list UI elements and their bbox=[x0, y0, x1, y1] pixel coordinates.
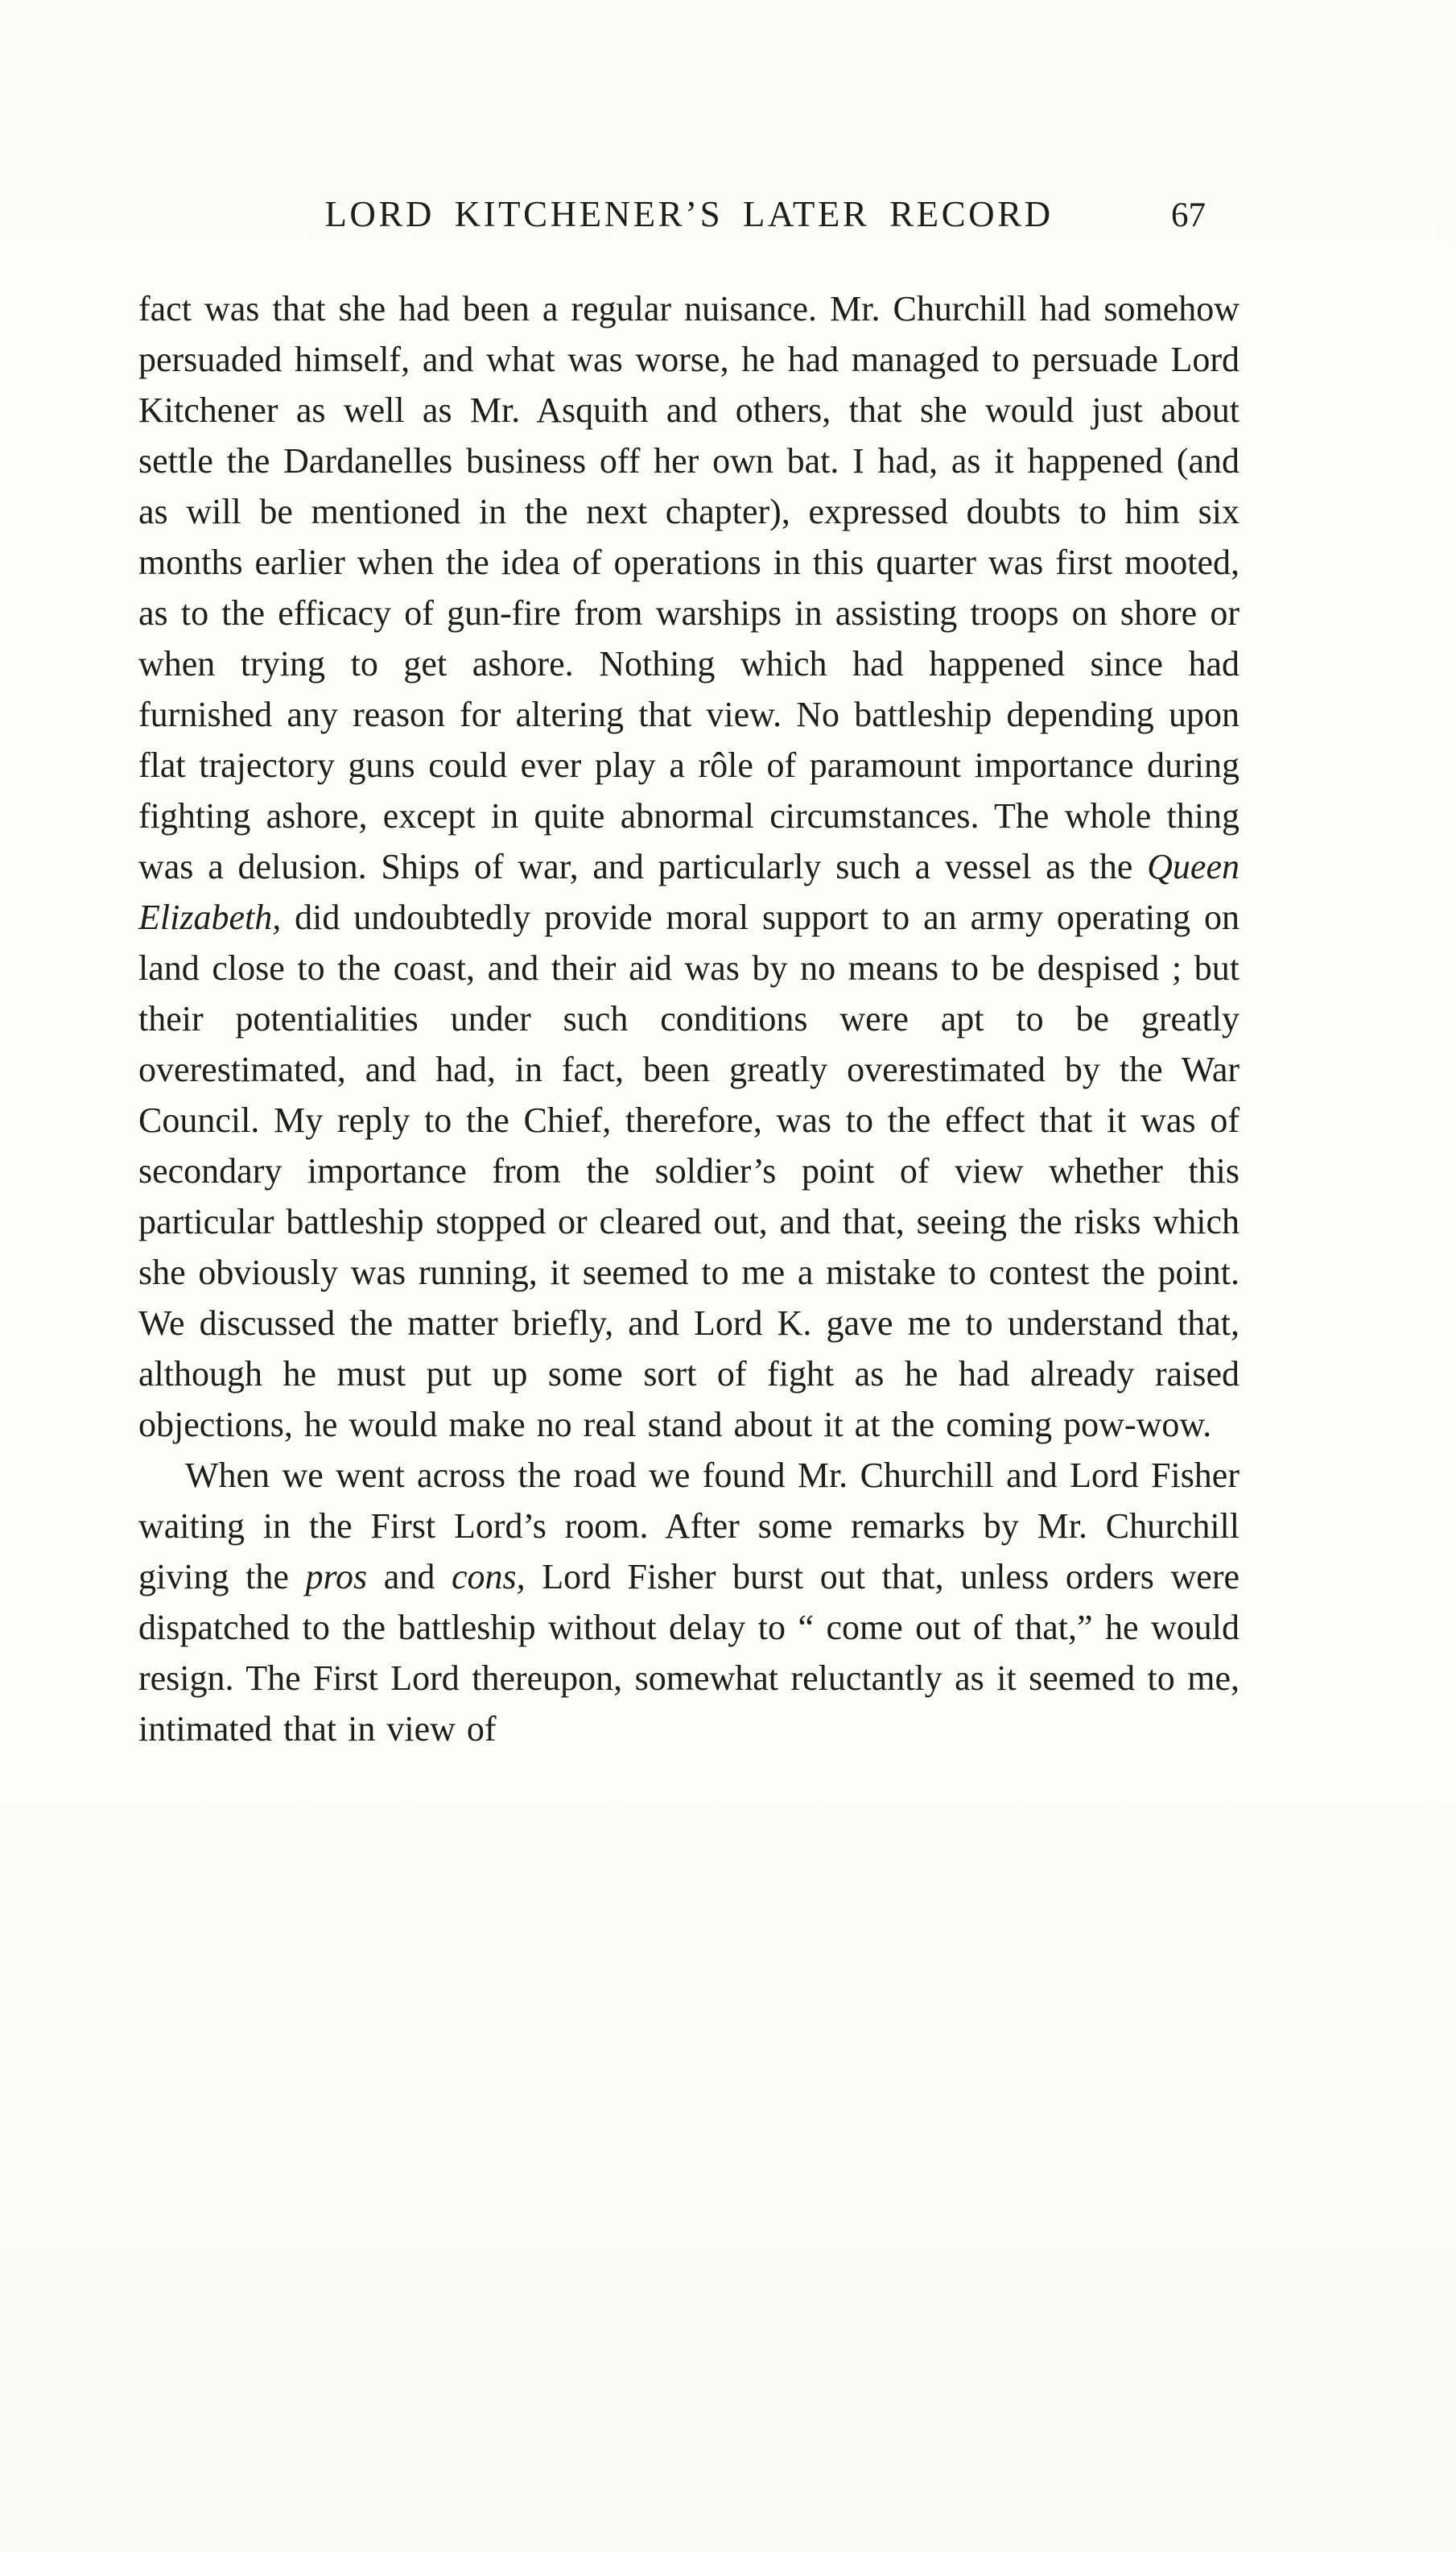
italic-text-run: cons, bbox=[451, 1557, 526, 1596]
text-run: When we went across the road we found Mr. Churchill and Lord Fisher waiting in the First Lord’s room. After some remarks by Mr. Churchill giving the bbox=[138, 1456, 1239, 1596]
text-run: and bbox=[367, 1557, 452, 1596]
paragraph bbox=[138, 1450, 1239, 1754]
italic-text-run: Queen Elizabeth, bbox=[138, 847, 1239, 937]
text-block bbox=[138, 193, 1239, 1754]
running-header bbox=[138, 193, 1239, 235]
italic-text-run: pros bbox=[305, 1557, 368, 1596]
body-text bbox=[138, 283, 1239, 1754]
text-run: fact was that she had been a regular nuisance. Mr. Churchill had somehow persuaded himself, and what was worse, he had managed to persuade Lord Kitchener as well as Mr. Asquith and others, that she would just about settle the Dardanelles business off her own bat. I had, as it happened (and as will be mentioned in the next chapter), expressed doubts to him six months earlier when the idea of operations in this quarter was first mooted, as to the efficacy of gun-fire from warships in assisting troops on shore or when trying to get ashore. Nothing which had happened since had furnished any reason for altering that view. No battleship depending upon flat trajectory guns could ever play a rôle of paramount importance during fighting ashore, except in quite abnormal circumstances. The whole thing was a delusion. Ships of war, and particularly such a vessel as the bbox=[138, 289, 1239, 886]
text-run: Lord Fisher burst out that, unless orders were dispatched to the battleship without delay to “ come out of that,” he would resign. The First Lord thereupon, somewhat reluctantly as it seemed to me, intimated that in view of bbox=[138, 1557, 1240, 1749]
paragraph bbox=[138, 283, 1239, 1450]
running-header-title: LORD KITCHENER’S LATER RECORD bbox=[324, 194, 1054, 234]
page-number: 67 bbox=[1171, 196, 1206, 234]
text-run: did undoubtedly provide moral support to an army operating on land close to the coast, and their aid was by no means to be despised ; but their potentialities under such conditions were apt to be greatly overestimated, and had, in fact, been greatly overestimated by the War Council. My reply to the Chief, therefore, was to the effect that it was of secondary importance from the soldier’s point of view whether this particular battleship stopped or cleared out, and that, seeing the risks which she obviously was running, it seemed to me a mistake to contest the point. We discussed the matter briefly, and Lord K. gave me to understand that, although he must put up some sort of fight as he had already raised objections, he would make no real stand about it at the coming pow-wow. bbox=[138, 898, 1239, 1444]
